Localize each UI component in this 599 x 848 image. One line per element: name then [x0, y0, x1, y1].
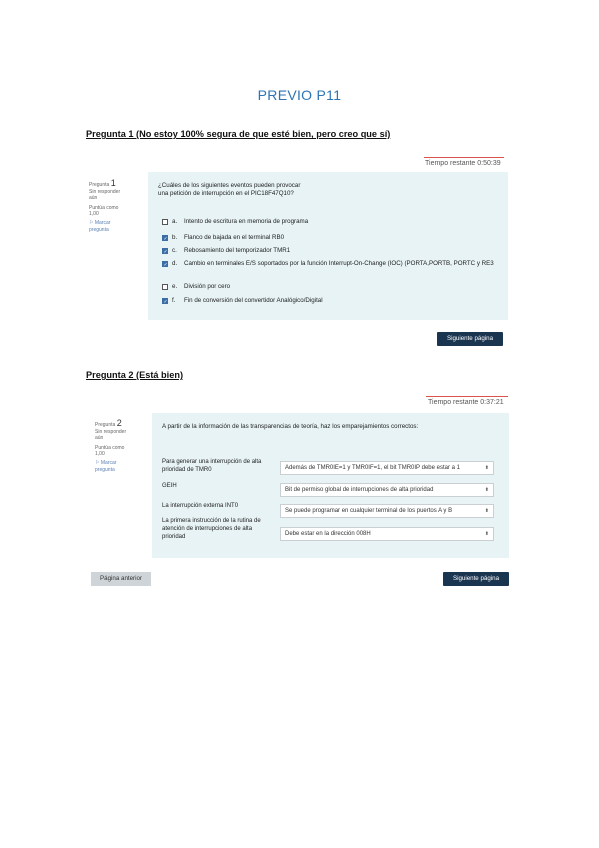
match-select[interactable] — [280, 527, 494, 541]
flag-label: Marcar — [94, 219, 111, 226]
match-select-value: Se puede programar en cualquier terminal de los puertos A y B — [285, 508, 453, 514]
answer-checkbox[interactable] — [162, 235, 168, 241]
option-text: Rebosamiento del temporizador TMR1 — [184, 247, 291, 254]
answer-option[interactable] — [162, 218, 524, 226]
flag-question-link[interactable] — [95, 460, 147, 467]
option-text: Fin de conversión del convertidor Analógico/Digital — [184, 297, 323, 304]
timer-1: Tiempo restante 0:50:39 — [425, 160, 501, 167]
option-text: Intento de escritura en memoria de programa — [184, 218, 309, 225]
match-select-value: Además de TMR0IE=1 y TMR0IF=1, el bit TMR0IP debe estar a 1 — [285, 465, 460, 471]
answer-checkbox[interactable] — [162, 298, 168, 304]
flag-label-2: pregunta — [95, 466, 115, 473]
select-arrows-icon: ⬍ — [484, 487, 489, 493]
question-number: 2 — [116, 418, 122, 428]
answer-checkbox[interactable] — [162, 248, 168, 254]
option-letter: b. — [172, 234, 178, 241]
option-letter: c. — [172, 247, 177, 254]
previous-page-button[interactable]: Página anterior — [91, 572, 151, 586]
flag-label: Marcar — [100, 459, 117, 466]
match-label: La interrupción externa INT0 — [162, 503, 239, 509]
match-label: GEIH — [162, 483, 177, 489]
question-1-text — [158, 182, 300, 198]
question-2-info — [95, 420, 147, 473]
score-line: 1,00 — [95, 451, 105, 458]
status-line: Sin responder — [95, 428, 127, 435]
page-title: PREVIO P11 — [257, 87, 342, 103]
question-text-line: ¿Cuáles de los siguientes eventos pueden provocar — [158, 182, 301, 189]
select-arrows-icon: ⬍ — [484, 465, 489, 471]
status-line: aún — [95, 435, 104, 442]
match-select[interactable] — [280, 483, 494, 497]
status-line: Sin responder — [89, 188, 121, 195]
question-1-info — [89, 180, 141, 233]
score-line: Puntúa como — [89, 204, 119, 211]
option-letter: d. — [172, 260, 178, 267]
answer-checkbox[interactable] — [162, 284, 168, 290]
question-label: Pregunta — [95, 422, 116, 428]
match-select[interactable] — [280, 461, 494, 475]
match-select-value: Bit de permiso global de interrupciones de alta prioridad — [285, 487, 434, 493]
question-text-line: una petición de interrupción en el PIC18F47Q10? — [158, 190, 294, 197]
option-text: Flanco de bajada en el terminal RB0 — [184, 234, 285, 241]
question-2-text: A partir de la información de las transparencias de teoría, haz los emparejamientos correctos: — [162, 423, 419, 430]
status-line: aún — [89, 195, 98, 202]
question-1-panel — [148, 172, 508, 320]
answer-option[interactable] — [162, 297, 524, 305]
next-page-button-2[interactable]: Siguiente página — [443, 572, 509, 586]
timer-2: Tiempo restante 0:37:21 — [428, 399, 504, 406]
flag-icon: ⚐ — [95, 459, 100, 466]
question-1-heading: Pregunta 1 (No estoy 100% segura de que esté bien, pero creo que sí) — [86, 129, 391, 139]
flag-label-2: pregunta — [89, 226, 109, 233]
option-letter: a. — [172, 218, 178, 225]
match-select-value: Debe estar en la dirección 008H — [285, 531, 371, 537]
score-line: Puntúa como — [95, 444, 125, 451]
option-text: Cambio en terminales E/S soportados por la función Interrupt-On-Change (IOC) (PORTA,PORTB, PORTC y RE3 — [184, 260, 494, 267]
next-page-button[interactable]: Siguiente página — [437, 332, 503, 346]
option-text: División por cero — [184, 283, 231, 290]
select-arrows-icon: ⬍ — [484, 531, 489, 537]
match-label: Para generar una interrupción de alta prioridad de TMR0 — [162, 459, 262, 473]
answer-checkbox[interactable] — [162, 219, 168, 225]
question-2-heading: Pregunta 2 (Está bien) — [86, 370, 183, 380]
option-letter: e. — [172, 283, 178, 290]
question-label: Pregunta — [89, 182, 110, 188]
answer-option[interactable] — [162, 283, 524, 291]
flag-question-link[interactable] — [89, 220, 141, 227]
answer-checkbox[interactable] — [162, 261, 168, 267]
match-select[interactable] — [280, 504, 494, 518]
score-line: 1,00 — [89, 211, 99, 218]
option-letter: f. — [172, 297, 176, 304]
question-2-panel — [152, 413, 509, 558]
answer-option[interactable] — [162, 234, 524, 242]
match-label: La primera instrucción de la rutina de atención de interrupciones de alta prioridad — [162, 518, 261, 540]
select-arrows-icon: ⬍ — [484, 508, 489, 514]
question-number: 1 — [110, 178, 116, 188]
answer-option[interactable] — [162, 260, 524, 268]
flag-icon: ⚐ — [89, 219, 94, 226]
answer-option[interactable] — [162, 247, 524, 255]
